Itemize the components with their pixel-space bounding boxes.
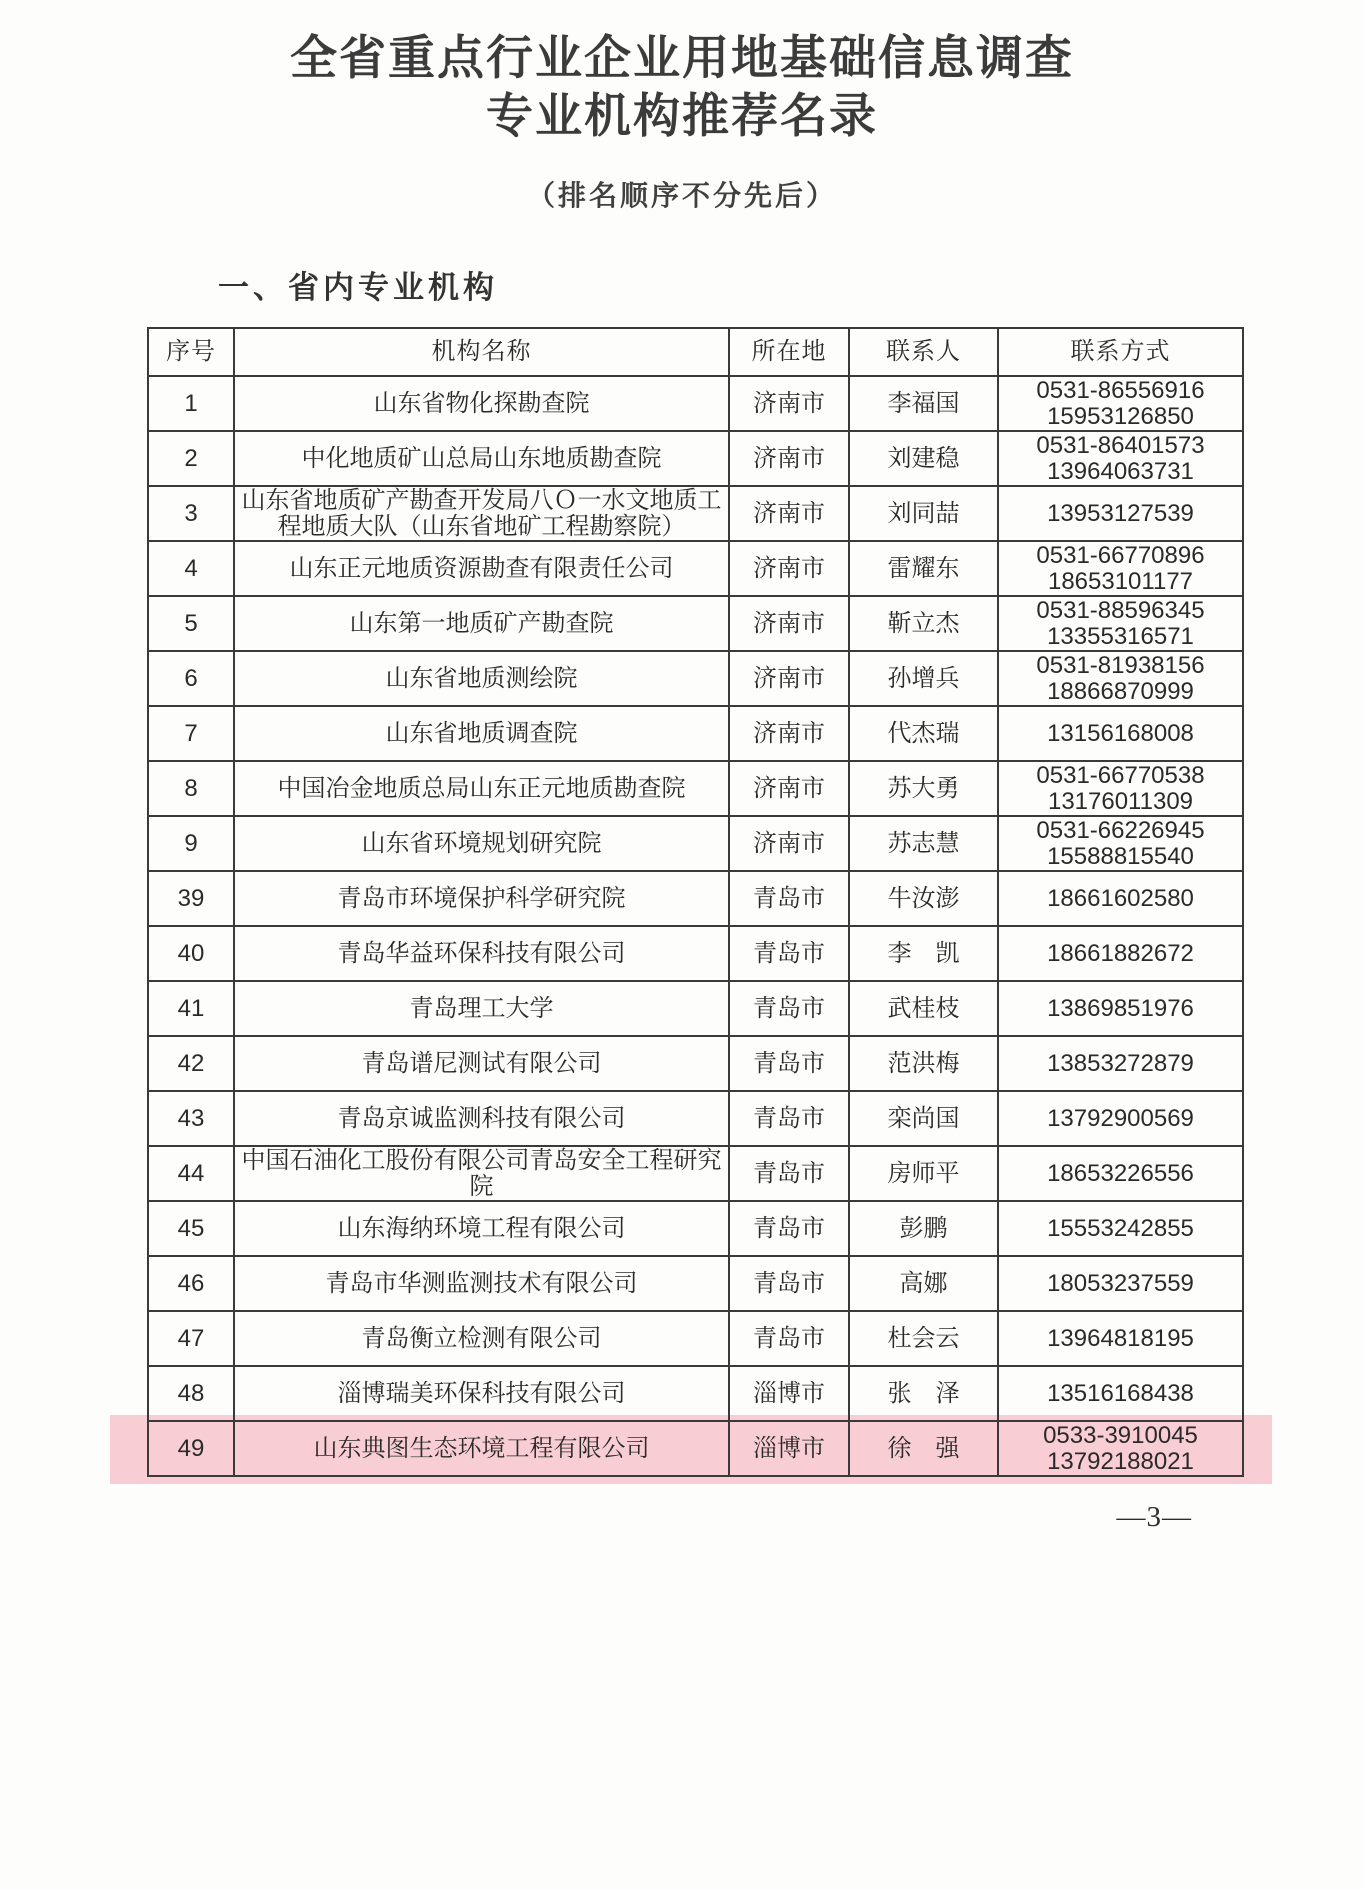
phone (998, 1366, 1243, 1421)
row-index: 40 (148, 926, 234, 981)
city: 青岛市 (729, 981, 849, 1036)
phone-line: 18866870999 (1047, 677, 1194, 705)
phone-line: 18053237559 (1047, 1269, 1194, 1297)
row-index: 48 (148, 1366, 234, 1421)
table-row (148, 1421, 1243, 1476)
org-name: 山东海纳环境工程有限公司 (234, 1201, 729, 1256)
table-row (148, 1256, 1243, 1311)
city: 青岛市 (729, 1146, 849, 1201)
row-index: 8 (148, 761, 234, 816)
header-city: 所在地 (729, 328, 849, 376)
contact-person: 苏志慧 (849, 816, 998, 871)
org-name: 山东省物化探勘查院 (234, 376, 729, 431)
phone (998, 1091, 1243, 1146)
contact-person: 雷耀东 (849, 541, 998, 596)
row-index: 7 (148, 706, 234, 761)
row-index: 46 (148, 1256, 234, 1311)
city: 青岛市 (729, 926, 849, 981)
phone (998, 1201, 1243, 1256)
row-index: 1 (148, 376, 234, 431)
contact-person: 牛汝澎 (849, 871, 998, 926)
page-number: —3— (1116, 1501, 1192, 1533)
contact-person: 代杰瑞 (849, 706, 998, 761)
table-row (148, 706, 1243, 761)
contact-person: 刘建稳 (849, 431, 998, 486)
phone-line: 13792188021 (1047, 1447, 1194, 1475)
phone-line: 18661602580 (1047, 884, 1194, 912)
header-org-name: 机构名称 (234, 328, 729, 376)
row-index: 43 (148, 1091, 234, 1146)
document-title-line1: 全省重点行业企业用地基础信息调查 (290, 33, 1074, 85)
contact-person: 靳立杰 (849, 596, 998, 651)
table-row (148, 596, 1243, 651)
phone-line: 18661882672 (1047, 939, 1194, 967)
phone (998, 1256, 1243, 1311)
table-body (148, 376, 1243, 1476)
org-name: 青岛衡立检测有限公司 (234, 1311, 729, 1366)
phone-line: 13953127539 (1047, 499, 1194, 527)
phone-line: 0531-81938156 (1036, 651, 1205, 679)
phone (998, 486, 1243, 541)
document-subtitle: （排名顺序不分先后） (526, 181, 837, 212)
org-name: 山东省地质矿产勘查开发局八Ｏ一水文地质工程地质大队（山东省地矿工程勘察院） (234, 486, 729, 541)
contact-person: 房师平 (849, 1146, 998, 1201)
phone (998, 926, 1243, 981)
org-name: 青岛谱尼测试有限公司 (234, 1036, 729, 1091)
org-name: 山东省地质调查院 (234, 706, 729, 761)
org-name: 青岛京诚监测科技有限公司 (234, 1091, 729, 1146)
contact-person: 杜会云 (849, 1311, 998, 1366)
phone-line: 15588815540 (1047, 842, 1194, 870)
city: 青岛市 (729, 1256, 849, 1311)
table-row (148, 816, 1243, 871)
row-index: 42 (148, 1036, 234, 1091)
phone (998, 651, 1243, 706)
city: 济南市 (729, 376, 849, 431)
phone (998, 596, 1243, 651)
org-name: 青岛市环境保护科学研究院 (234, 871, 729, 926)
org-table-wrap (147, 327, 1242, 1477)
row-index: 49 (148, 1421, 234, 1476)
org-name: 山东正元地质资源勘查有限责任公司 (234, 541, 729, 596)
org-name: 山东典图生态环境工程有限公司 (234, 1421, 729, 1476)
phone-line: 0531-86556916 (1036, 376, 1205, 404)
row-index: 39 (148, 871, 234, 926)
table-row (148, 926, 1243, 981)
phone (998, 871, 1243, 926)
org-name: 中化地质矿山总局山东地质勘查院 (234, 431, 729, 486)
phone-line: 13792900569 (1047, 1104, 1194, 1132)
org-name: 山东省地质测绘院 (234, 651, 729, 706)
phone-line: 15553242855 (1047, 1214, 1194, 1242)
contact-person: 苏大勇 (849, 761, 998, 816)
phone (998, 1146, 1243, 1201)
city: 青岛市 (729, 1036, 849, 1091)
phone-line: 0531-66226945 (1036, 816, 1205, 844)
table-row (148, 1146, 1243, 1201)
contact-person: 彭鹏 (849, 1201, 998, 1256)
phone-line: 13156168008 (1047, 719, 1194, 747)
row-index: 47 (148, 1311, 234, 1366)
header-phone: 联系方式 (998, 328, 1243, 376)
city: 济南市 (729, 541, 849, 596)
table-row (148, 1036, 1243, 1091)
phone-line: 13964818195 (1047, 1324, 1194, 1352)
phone (998, 1036, 1243, 1091)
city: 济南市 (729, 761, 849, 816)
phone-line: 0533-3910045 (1043, 1421, 1198, 1449)
document-title (0, 0, 1364, 146)
city: 淄博市 (729, 1366, 849, 1421)
phone-line: 18653101177 (1047, 567, 1194, 595)
table-row (148, 761, 1243, 816)
row-index: 41 (148, 981, 234, 1036)
org-name: 青岛理工大学 (234, 981, 729, 1036)
row-index: 6 (148, 651, 234, 706)
city: 济南市 (729, 486, 849, 541)
phone (998, 816, 1243, 871)
table-row (148, 981, 1243, 1036)
org-name: 山东省环境规划研究院 (234, 816, 729, 871)
header-index: 序号 (148, 328, 234, 376)
phone (998, 706, 1243, 761)
section-heading: 一、省内专业机构 (218, 270, 498, 305)
contact-person: 李 凯 (849, 926, 998, 981)
phone-line: 13869851976 (1047, 994, 1194, 1022)
phone (998, 376, 1243, 431)
contact-person: 高娜 (849, 1256, 998, 1311)
phone-line: 13516168438 (1047, 1379, 1194, 1407)
city: 青岛市 (729, 1201, 849, 1256)
phone-line: 18653226556 (1047, 1159, 1194, 1187)
phone-line: 0531-88596345 (1036, 596, 1205, 624)
row-index: 9 (148, 816, 234, 871)
org-name: 中国冶金地质总局山东正元地质勘查院 (234, 761, 729, 816)
table-row (148, 871, 1243, 926)
contact-person: 栾尚国 (849, 1091, 998, 1146)
contact-person: 徐 强 (849, 1421, 998, 1476)
phone-line: 15953126850 (1047, 402, 1194, 430)
contact-person: 孙增兵 (849, 651, 998, 706)
table-header-row (148, 328, 1243, 376)
city: 青岛市 (729, 1311, 849, 1366)
phone (998, 431, 1243, 486)
contact-person: 张 泽 (849, 1366, 998, 1421)
row-index: 44 (148, 1146, 234, 1201)
phone (998, 981, 1243, 1036)
org-name: 山东第一地质矿产勘查院 (234, 596, 729, 651)
phone-line: 13964063731 (1047, 457, 1194, 485)
row-index: 45 (148, 1201, 234, 1256)
row-index: 5 (148, 596, 234, 651)
org-name: 青岛华益环保科技有限公司 (234, 926, 729, 981)
phone (998, 1421, 1243, 1476)
contact-person: 李福国 (849, 376, 998, 431)
table-row (148, 1311, 1243, 1366)
table-row (148, 1091, 1243, 1146)
city: 青岛市 (729, 871, 849, 926)
phone-line: 13355316571 (1047, 622, 1194, 650)
contact-person: 武桂枝 (849, 981, 998, 1036)
table-row (148, 376, 1243, 431)
contact-person: 刘同喆 (849, 486, 998, 541)
phone-line: 0531-66770896 (1036, 541, 1205, 569)
phone-line: 13176011309 (1047, 787, 1194, 815)
phone-line: 13853272879 (1047, 1049, 1194, 1077)
row-index: 3 (148, 486, 234, 541)
city: 济南市 (729, 816, 849, 871)
city: 济南市 (729, 706, 849, 761)
org-name: 淄博瑞美环保科技有限公司 (234, 1366, 729, 1421)
header-contact: 联系人 (849, 328, 998, 376)
row-index: 2 (148, 431, 234, 486)
city: 济南市 (729, 596, 849, 651)
document-title-line2: 专业机构推荐名录 (486, 91, 878, 143)
city: 淄博市 (729, 1421, 849, 1476)
row-index: 4 (148, 541, 234, 596)
city: 济南市 (729, 651, 849, 706)
city: 青岛市 (729, 1091, 849, 1146)
org-table (147, 327, 1244, 1477)
contact-person: 范洪梅 (849, 1036, 998, 1091)
table-row (148, 651, 1243, 706)
phone (998, 541, 1243, 596)
table-row (148, 541, 1243, 596)
org-name: 青岛市华测监测技术有限公司 (234, 1256, 729, 1311)
table-row (148, 1201, 1243, 1256)
city: 济南市 (729, 431, 849, 486)
org-name: 中国石油化工股份有限公司青岛安全工程研究院 (234, 1146, 729, 1201)
phone (998, 761, 1243, 816)
table-row (148, 1366, 1243, 1421)
phone (998, 1311, 1243, 1366)
table-row (148, 431, 1243, 486)
phone-line: 0531-66770538 (1036, 761, 1205, 789)
table-row (148, 486, 1243, 541)
phone-line: 0531-86401573 (1036, 431, 1205, 459)
